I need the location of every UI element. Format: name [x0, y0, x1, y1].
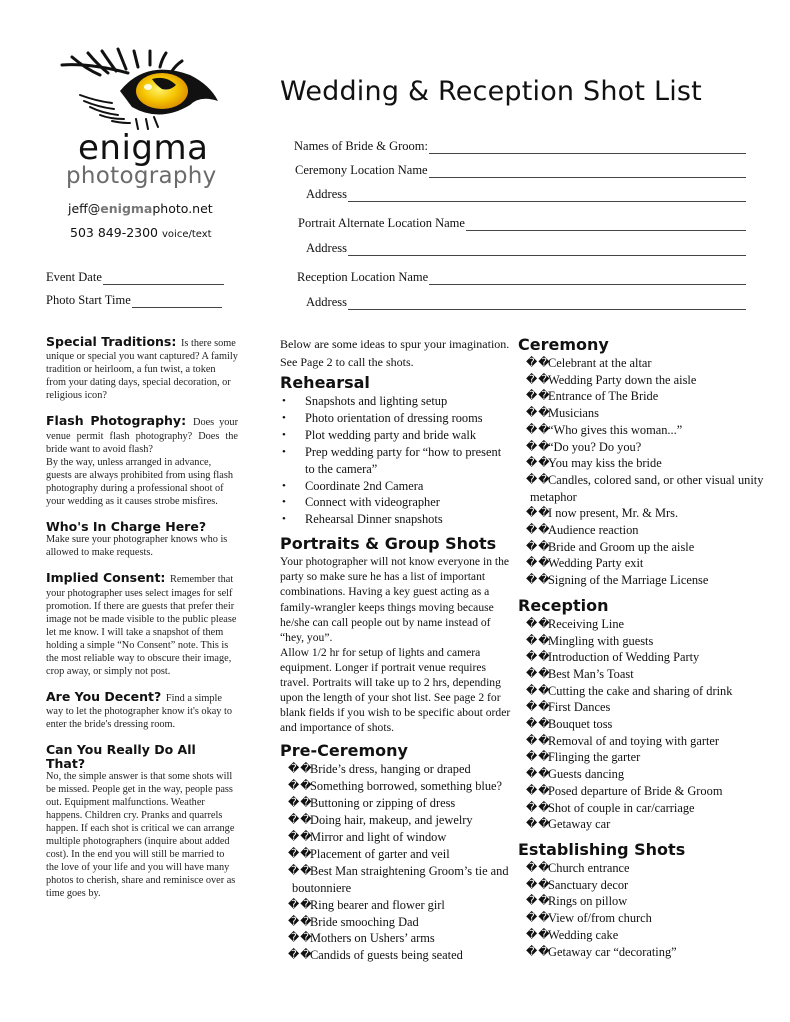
item-label: Wedding Party down the aisle	[548, 372, 697, 387]
list-item	[518, 860, 778, 877]
establishing-heading: Establishing Shots	[518, 839, 686, 859]
field-label: Address	[306, 295, 347, 309]
list-item	[518, 716, 778, 733]
item-label: Guests dancing	[548, 767, 625, 782]
list-item	[518, 539, 778, 556]
field-input-line[interactable]	[429, 273, 746, 285]
field-label: Reception Location Name	[297, 270, 429, 284]
list-item	[518, 910, 778, 927]
item-label: Bride’s dress, hanging or draped	[310, 762, 471, 777]
eye-icon	[50, 45, 230, 135]
item-label: Wedding cake	[548, 927, 619, 942]
intro-text: Below are some ideas to spur your imagination. See Page 2 to call the shots.	[280, 337, 510, 369]
checkbox-glyph-icon: ��	[526, 944, 551, 958]
checkbox-glyph-icon: ��	[526, 894, 551, 908]
pre-ceremony-list	[280, 761, 512, 964]
reception-location-field[interactable]	[297, 270, 746, 285]
section-heading: Special Traditions:	[46, 334, 177, 349]
event-date-field[interactable]	[46, 270, 224, 285]
list-item	[518, 649, 778, 666]
rehearsal-list	[280, 393, 512, 528]
list-item	[280, 829, 512, 846]
field-input-line[interactable]	[348, 244, 746, 256]
list-item	[280, 761, 512, 778]
list-item	[518, 800, 778, 817]
item-label: Celebrant at the altar	[548, 356, 652, 370]
list-item: • Rehearsal Dinner snapshots	[280, 511, 512, 528]
item-label: Cutting the cake and sharing of drink	[548, 683, 733, 698]
checkbox-glyph-icon: ��	[526, 733, 551, 747]
phone-number: 503 849-2300	[70, 225, 159, 240]
list-item	[518, 633, 778, 650]
list-item	[518, 666, 778, 683]
checkbox-glyph-icon: ��	[288, 762, 313, 776]
checkbox-glyph-icon: ��	[526, 372, 551, 386]
item-label: “Do you? Do you?	[548, 439, 642, 454]
contact-phone	[70, 225, 212, 240]
list-item	[280, 778, 512, 795]
item-label: Posed departure of Bride & Groom	[548, 783, 723, 798]
email-prefix: jeff@	[68, 201, 101, 216]
list-item	[280, 897, 512, 914]
list-item	[518, 472, 778, 505]
item-label: Receiving Line	[548, 616, 625, 631]
section-heading: Can You Really Do All That?	[46, 742, 196, 771]
item-label: Rings on pillow	[548, 894, 628, 909]
field-label: Portrait Alternate Location Name	[298, 216, 465, 230]
field-label: Names of Bride & Groom:	[294, 139, 429, 153]
item-label: Mirror and light of window	[310, 830, 447, 844]
checkbox-glyph-icon: ��	[288, 813, 313, 827]
item-label: Getaway car	[548, 817, 611, 832]
checkbox-glyph-icon: ��	[526, 472, 551, 486]
section-body-continued: By the way, unless arranged in advance, guests are always prohibited from using flash photography during a professional shoot of your wedding as it causes strobe misfires.	[46, 456, 234, 508]
item-label: Wedding Party exit	[548, 556, 644, 571]
list-item	[518, 766, 778, 783]
checkbox-glyph-icon: ��	[526, 783, 551, 797]
item-label: “Who gives this woman...”	[548, 422, 683, 437]
item-label: Bouquet toss	[548, 717, 613, 732]
portrait-address-field[interactable]	[306, 241, 746, 256]
section-heading: Implied Consent:	[46, 570, 166, 586]
checkbox-glyph-icon: ��	[288, 897, 313, 911]
field-input-line[interactable]	[103, 273, 224, 285]
section-can-you-really	[46, 743, 238, 900]
list-item: • Photo orientation of dressing rooms	[280, 410, 512, 427]
field-label: Event Date	[46, 270, 102, 284]
field-input-line[interactable]	[132, 296, 222, 308]
checkbox-glyph-icon: ��	[288, 931, 313, 945]
list-item	[518, 355, 778, 372]
item-label: Flinging the garter	[548, 750, 641, 765]
list-item: • Prep wedding party for “how to present to the camera”	[280, 444, 512, 478]
contact-email[interactable]	[68, 201, 213, 216]
checkbox-glyph-icon: ��	[526, 422, 551, 436]
ceremony-heading: Ceremony	[518, 335, 609, 354]
portraits-body: Your photographer will not know everyone in the party so make sure he has a list of important combinations. Having a key guest acting as a family-wrangler keeps things moving because he/she can call people out by name instead of “hey, you”.	[280, 555, 510, 644]
list-item	[518, 699, 778, 716]
middle-column	[280, 335, 512, 964]
list-item	[518, 422, 778, 439]
checkbox-glyph-icon: ��	[526, 633, 551, 647]
item-label: Candids of guests being seated	[310, 948, 463, 963]
checkbox-glyph-icon: ��	[526, 860, 551, 874]
item-label: Buttoning or zipping of dress	[310, 796, 456, 811]
item-label: Musicians	[548, 406, 599, 421]
item-label: You may kiss the bride	[548, 456, 662, 471]
portraits-heading: Portraits & Group Shots	[280, 534, 497, 554]
list-item: • Coordinate 2nd Camera	[280, 478, 512, 495]
item-label: I now present, Mr. & Mrs.	[548, 506, 679, 521]
checkbox-glyph-icon: ��	[526, 717, 551, 731]
checkbox-glyph-icon: ��	[526, 456, 551, 470]
item-label: Sanctuary decor	[548, 877, 629, 892]
checkbox-glyph-icon: ��	[288, 830, 313, 843]
field-input-line[interactable]	[429, 166, 746, 178]
checkbox-glyph-icon: ��	[526, 616, 551, 630]
field-input-line[interactable]	[348, 190, 746, 202]
section-heading: Flash Photography:	[46, 413, 187, 429]
item-label: First Dances	[548, 700, 611, 715]
section-body: Is there some unique or special you want captured? A family tradition or heirloom, a fun twist, a token from your dating days, special decoration, or religious icon?	[46, 338, 238, 402]
list-item	[280, 863, 512, 897]
list-item: • Snapshots and lighting setup	[280, 393, 512, 410]
field-input-line[interactable]	[348, 298, 746, 310]
checkbox-glyph-icon: ��	[526, 556, 551, 570]
checkbox-glyph-icon: ��	[526, 406, 551, 420]
ceremony-address-field[interactable]	[306, 187, 746, 202]
list-item	[518, 455, 778, 472]
field-label: Address	[306, 241, 347, 255]
checkbox-glyph-icon: ��	[288, 914, 313, 928]
photo-start-field[interactable]	[46, 293, 222, 308]
item-label: Mingling with guests	[548, 633, 654, 648]
list-item	[518, 439, 778, 456]
reception-address-field[interactable]	[306, 295, 746, 310]
item-label: View of/from church	[548, 911, 652, 926]
ceremony-list	[518, 355, 778, 589]
brand-subtitle: photography	[66, 163, 217, 189]
list-item	[518, 388, 778, 405]
checkbox-glyph-icon: ��	[526, 700, 551, 714]
item-label: Placement of garter and veil	[310, 846, 450, 861]
item-label: Something borrowed, something blue?	[310, 779, 503, 794]
list-item	[280, 930, 512, 947]
list-item	[280, 914, 512, 931]
checkbox-glyph-icon: ��	[526, 356, 551, 369]
section-are-you-decent	[46, 690, 238, 731]
list-item	[280, 812, 512, 829]
list-item	[518, 816, 778, 833]
list-item	[280, 795, 512, 812]
right-column	[518, 335, 778, 960]
field-input-line[interactable]	[429, 142, 746, 154]
checkbox-glyph-icon: ��	[526, 767, 551, 781]
section-special-traditions	[46, 335, 238, 402]
list-item	[518, 572, 778, 589]
list-item	[518, 893, 778, 910]
field-label: Ceremony Location Name	[295, 163, 428, 177]
item-label: Ring bearer and flower girl	[310, 897, 445, 912]
item-label: Bride smooching Dad	[310, 914, 419, 929]
section-body: Make sure your photographer knows who is allowed to make requests.	[46, 534, 228, 559]
checkbox-glyph-icon: ��	[526, 927, 551, 941]
item-label: Mothers on Ushers’ arms	[310, 931, 435, 946]
section-body: No, the simple answer is that some shots will be missed. People get in the way, people pass out. Equipment malfunctions. Weather happens. Children cry. Pranks and quarrels happen. If each shot is critical we can arrange multiple photographers (inquire about added cost). In the end you will still be married to the love of your life and you will have many photos to cherish, share and reminisce over as time goes by.	[46, 770, 236, 900]
checkbox-glyph-icon: ��	[526, 666, 551, 680]
item-label: Audience reaction	[548, 523, 639, 538]
list-item	[518, 944, 778, 961]
field-label: Photo Start Time	[46, 293, 131, 307]
pre-ceremony-heading: Pre-Ceremony	[280, 741, 408, 761]
section-body: Find a simple way to let the photographer know it's okay to enter the bride's dressing room.	[46, 693, 233, 731]
list-item	[518, 372, 778, 389]
checkbox-glyph-icon: ��	[526, 439, 551, 453]
section-body: Does your venue permit flash photography? Does the bride want to avoid flash?	[46, 417, 239, 455]
checkbox-glyph-icon: ��	[526, 911, 551, 925]
section-body: Remember that your photographer uses select images for self promotion. If there are guests that prefer their image not be made visible to the public please let me know. I will take a snapshot of them holding a simple “No Consent” note. This is the most reliable way to obscure their image, crop away, or simply not post.	[46, 574, 237, 678]
checkbox-glyph-icon: ��	[526, 573, 551, 587]
item-label: Best Man’s Toast	[548, 666, 634, 681]
portraits-body-continued: Allow 1/2 hr for setup of lights and camera equipment. Longer if portrait venue requires travel. Portraits will take up to 2 hrs, depending upon the length of your shot list. See page 2 for blank fields if you wish to be specific about order and importance of shots.	[280, 645, 511, 735]
item-label: Signing of the Marriage License	[548, 573, 709, 588]
list-item	[518, 522, 778, 539]
field-label: Address	[306, 187, 347, 201]
item-label: Doing hair, makeup, and jewelry	[310, 813, 473, 828]
checkbox-glyph-icon: ��	[526, 389, 551, 403]
email-brand: enigma	[100, 201, 153, 216]
list-item	[518, 733, 778, 750]
list-item	[518, 783, 778, 800]
checkbox-glyph-icon: ��	[526, 683, 551, 697]
checkbox-glyph-icon: ��	[526, 506, 551, 520]
page-title: Wedding & Reception Shot List	[280, 76, 702, 107]
item-label: Candles, colored sand, or other visual unity metaphor	[530, 472, 764, 504]
list-item	[518, 405, 778, 422]
checkbox-glyph-icon: ��	[526, 877, 551, 891]
section-implied-consent	[46, 571, 238, 678]
list-item	[518, 749, 778, 766]
list-item	[518, 877, 778, 894]
left-info-column	[46, 335, 238, 913]
reception-list	[518, 616, 778, 833]
field-input-line[interactable]	[466, 219, 746, 231]
checkbox-glyph-icon: ��	[526, 817, 551, 831]
phone-note: voice/text	[162, 229, 212, 240]
checkbox-glyph-icon: ��	[526, 750, 551, 764]
item-label: Bride and Groom up the aisle	[548, 539, 695, 554]
item-label: Getaway car “decorating”	[548, 944, 677, 959]
bride-groom-field[interactable]	[294, 139, 746, 154]
checkbox-glyph-icon: ��	[288, 863, 313, 877]
section-heading: Who's In Charge Here?	[46, 519, 207, 535]
brand-name: enigma	[78, 128, 209, 168]
list-item	[518, 505, 778, 522]
item-label: Best Man straightening Groom’s tie and boutonniere	[292, 863, 509, 895]
email-domain: photo.net	[152, 201, 213, 216]
item-label: Removal of and toying with garter	[548, 733, 720, 748]
checkbox-glyph-icon: ��	[526, 800, 551, 814]
section-heading: Are You Decent?	[46, 689, 162, 705]
item-label: Entrance of The Bride	[548, 389, 659, 404]
list-item	[518, 683, 778, 700]
list-item	[280, 947, 512, 964]
list-item: • Connect with videographer	[280, 494, 512, 511]
list-item	[518, 927, 778, 944]
rehearsal-heading: Rehearsal	[280, 373, 370, 392]
checkbox-glyph-icon: ��	[526, 539, 551, 553]
checkbox-glyph-icon: ��	[526, 523, 551, 537]
list-item	[518, 555, 778, 572]
list-item	[280, 846, 512, 863]
checkbox-glyph-icon: ��	[288, 796, 313, 810]
ceremony-location-field[interactable]	[295, 163, 746, 178]
establishing-list	[518, 860, 778, 960]
reception-heading: Reception	[518, 595, 609, 615]
item-label: Church entrance	[548, 860, 630, 875]
checkbox-glyph-icon: ��	[288, 779, 313, 793]
checkbox-glyph-icon: ��	[288, 948, 313, 962]
section-flash-photography	[46, 414, 238, 508]
checkbox-glyph-icon: ��	[288, 846, 313, 860]
item-label: Shot of couple in car/carriage	[548, 800, 695, 815]
item-label: Introduction of Wedding Party	[548, 650, 700, 665]
list-item: • Plot wedding party and bride walk	[280, 427, 512, 444]
portrait-location-field[interactable]	[298, 216, 746, 231]
checkbox-glyph-icon: ��	[526, 650, 551, 664]
list-item	[518, 616, 778, 633]
section-whos-in-charge	[46, 520, 238, 559]
